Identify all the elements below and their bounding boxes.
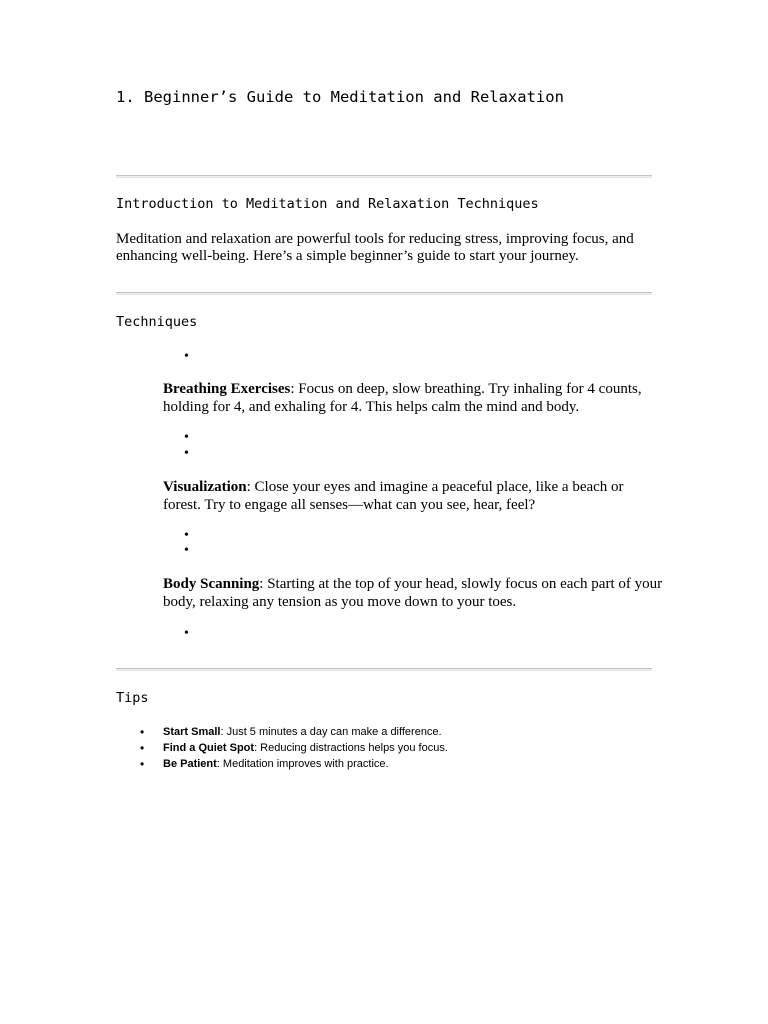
tip-item	[140, 740, 448, 756]
tip-term: Start Small	[163, 726, 221, 738]
horizontal-rule	[116, 668, 652, 671]
tip-description: : Reducing distractions helps you focus.	[254, 742, 448, 754]
technique-term: Body Scanning	[163, 576, 260, 592]
horizontal-rule	[116, 175, 652, 178]
tips-list	[140, 724, 448, 772]
tips-heading: Tips	[116, 690, 149, 706]
tip-description: : Meditation improves with practice.	[216, 758, 389, 770]
intro-paragraph: Meditation and relaxation are powerful tools for reducing stress, improving focus, and enhancing well-being. Here’s a simple beginner’s guide to start your journey.	[116, 231, 634, 264]
tip-term: Be Patient	[163, 758, 217, 770]
page-title: 1. Beginner’s Guide to Meditation and Relaxation	[116, 88, 564, 106]
technique-item-body-scanning	[163, 575, 663, 611]
technique-description: : Starting at the top of your head, slowly focus on each part of your body, relaxing any tension as you move down to your toes.	[163, 576, 663, 610]
tip-term: Find a Quiet Spot	[163, 742, 255, 754]
technique-term: Breathing Exercises	[163, 381, 291, 397]
tip-description: : Just 5 minutes a day can make a difference.	[220, 726, 442, 738]
empty-bullet: •	[184, 543, 189, 558]
technique-description: : Close your eyes and imagine a peaceful place, like a beach or forest. Try to engage all senses—what can you see, hear, feel?	[163, 479, 624, 513]
horizontal-rule	[116, 292, 652, 295]
intro-heading: Introduction to Meditation and Relaxation Techniques	[116, 196, 539, 212]
technique-item-breathing	[163, 380, 663, 416]
technique-item-visualization	[163, 478, 663, 514]
tip-item	[140, 724, 448, 740]
empty-bullet: •	[184, 349, 189, 364]
techniques-heading: Techniques	[116, 314, 198, 330]
empty-bullet: •	[184, 430, 189, 445]
empty-bullet: •	[184, 626, 189, 641]
technique-term: Visualization	[163, 479, 247, 495]
empty-bullet: •	[184, 528, 189, 543]
technique-description: : Focus on deep, slow breathing. Try inhaling for 4 counts, holding for 4, and exhaling for 4. This helps calm the mind and body.	[163, 381, 642, 415]
tip-item	[140, 756, 448, 772]
empty-bullet: •	[184, 446, 189, 461]
